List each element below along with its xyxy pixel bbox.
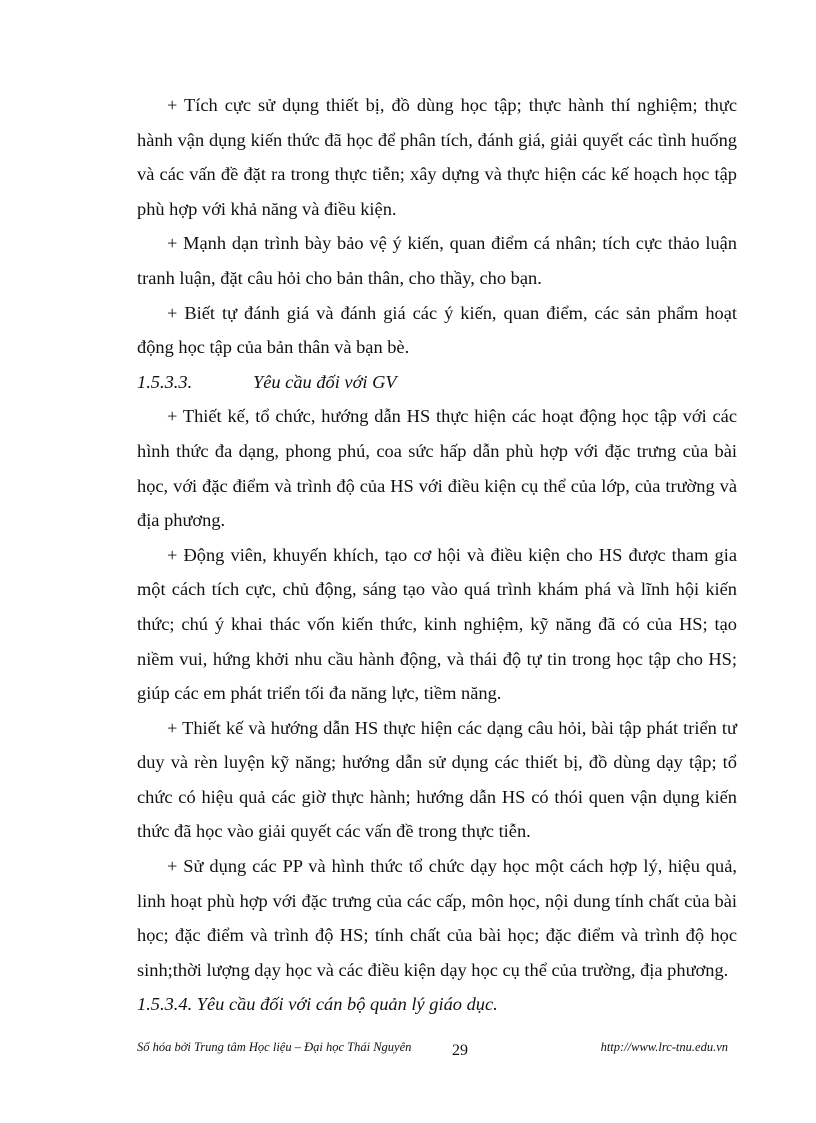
page-body [137,88,737,1022]
paragraph-express-opinion: + Mạnh dạn trình bày bảo vệ ý kiến, quan điểm cá nhân; tích cực thảo luận tranh luận, đặt câu hỏi cho bản thân, cho thầy, cho bạn. [137,233,737,288]
paragraph-gv-design: + Thiết kế, tổ chức, hướng dẫn HS thực hiện các hoạt động học tập với các hình thức đa dạng, phong phú, coa sức hấp dẫn phù hợp với đặc trưng của bài học, với đặc điểm và trình độ của HS với điều kiện cụ thể của lớp, của trường và địa phương. [137,406,737,531]
paragraph-active-learning: + Tích cực sử dụng thiết bị, đồ dùng học tập; thực hành thí nghiệm; thực hành vận dụng kiến thức đã học để phân tích, đánh giá, giải quyết các tình huống và các vấn đề đặt ra trong thực tiễn; xây dựng và thực hiện các kế hoạch học tập phù hợp với khả năng và điều kiện. [137,95,737,219]
paragraph-gv-guide: + Thiết kế và hướng dẫn HS thực hiện các dạng câu hỏi, bài tập phát triển tư duy và rèn luyện kỹ năng; hướng dẫn sử dụng các thiết bị, đồ dùng dạy tập; tổ chức có hiệu quả các giờ thực hành; hướng dẫn HS có thói quen vận dụng kiến thức đã học vào giải quyết các vấn đề trong thực tiễn. [137,717,737,842]
section-number: 1.5.3.3. [137,371,193,392]
section-heading-1534: 1.5.3.4. Yêu cầu đối với cán bộ quản lý giáo dục. [137,994,498,1015]
section-heading-1533 [137,365,737,400]
page-footer [137,1036,737,1066]
footer-url: http://www.lrc-tnu.edu.vn [600,1040,728,1054]
paragraph-self-assessment: + Biết tự đánh giá và đánh giá các ý kiến, quan điểm, các sản phẩm hoạt động học tập của bản thân và bạn bè. [137,302,737,358]
paragraph-gv-methods: + Sử dụng các PP và hình thức tổ chức dạy học một cách hợp lý, hiệu quả, linh hoạt phù hợp với đặc trưng của các cấp, môn học, nội dung tính chất của bài học; đặc điểm và trình độ HS; tính chất của bài học; đặc điểm và trình độ học sinh;thời lượng dạy học và các điều kiện dạy học cụ thể của trường, địa phương. [137,856,737,980]
page-number: 29 [452,1042,468,1059]
footer-source: Số hóa bởi Trung tâm Học liệu – Đại học Thái Nguyên [137,1040,412,1054]
section-title: Yêu cầu đối với GV [253,371,397,392]
paragraph-gv-encourage: + Động viên, khuyến khích, tạo cơ hội và điều kiện cho HS được tham gia một cách tích cực, chủ động, sáng tạo vào quá trình khám phá và lĩnh hội kiến thức; chú ý khai thác vốn kiến thức, kinh nghiệm, kỹ năng đã có của HS; tạo niềm vui, hứng khởi nhu cầu hành động, và thái độ tự tin trong học tập cho HS; giúp các em phát triển tối đa năng lực, tiềm năng. [137,544,737,704]
